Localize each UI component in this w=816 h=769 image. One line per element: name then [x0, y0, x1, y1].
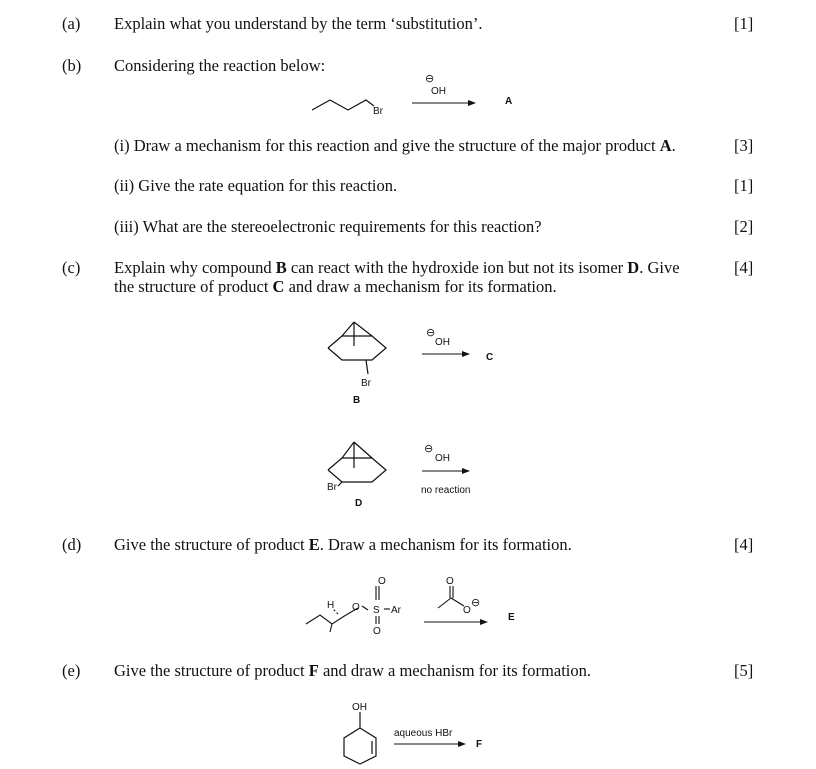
- sulfur-label: S: [373, 605, 380, 616]
- no-reaction-label: no reaction: [421, 485, 471, 496]
- sulfonyl-oxygen-bottom: O: [373, 626, 381, 637]
- acetate-charge: ⊖: [471, 597, 481, 609]
- compound-b-structure: [328, 322, 386, 374]
- label-d: (d): [62, 535, 82, 554]
- reaction-b-scheme: [300, 70, 530, 126]
- marks-b-iii: [2]: [734, 217, 754, 236]
- bromine-label-b: Br: [373, 106, 383, 117]
- reagent-hbr-label: aqueous HBr: [394, 728, 453, 739]
- reaction-arrowhead-e: [458, 741, 466, 747]
- aryl-label: Ar: [391, 605, 401, 616]
- question-c-line1: Explain why compound B can react with the hydroxide ion but not its isomer D. Give: [114, 258, 680, 277]
- compound-b-label: B: [353, 395, 361, 406]
- marks-b-i: [3]: [734, 136, 754, 155]
- acetate-structure: [438, 586, 464, 608]
- product-f-label: F: [476, 739, 483, 750]
- marks-a: [1]: [734, 14, 754, 33]
- product-a-label: A: [505, 96, 513, 107]
- question-b-intro: Considering the reaction below:: [114, 56, 326, 75]
- reaction-arrowhead-c2: [462, 468, 470, 474]
- marks-e: [5]: [734, 661, 754, 680]
- hydroxide-label-c1: OH: [435, 337, 450, 348]
- compound-d-structure: [328, 442, 386, 486]
- acetate-oxygen-carbonyl: O: [446, 576, 454, 587]
- oxygen-label: O: [352, 602, 360, 613]
- question-b-iii: (iii) What are the stereoelectronic requirements for this reaction?: [114, 217, 542, 236]
- label-a: (a): [62, 14, 81, 33]
- reaction-arrowhead-d: [480, 619, 488, 625]
- sulfonyl-oxygen-top: O: [378, 576, 386, 587]
- reaction-arrowhead-b: [468, 100, 476, 106]
- question-e-text: Give the structure of product F and draw a mechanism for its formation.: [114, 661, 591, 680]
- marks-d: [4]: [734, 535, 754, 554]
- acetate-oxygen-anion: O: [463, 605, 471, 616]
- reaction-arrowhead-c1: [462, 351, 470, 357]
- bromine-label-c-d: Br: [327, 482, 337, 493]
- label-e: (e): [62, 661, 81, 680]
- marks-c: [4]: [734, 258, 754, 277]
- hydroxide-charge-c2: ⊖: [424, 443, 434, 455]
- hydroxide-charge-c1: ⊖: [426, 327, 436, 339]
- hydroxide-label-b: OH: [431, 86, 446, 97]
- question-d-text: Give the structure of product E. Draw a mechanism for its formation.: [114, 535, 572, 554]
- hydrogen-label: H: [327, 600, 335, 611]
- hydroxide-label-c2: OH: [435, 453, 450, 464]
- question-a-text: Explain what you understand by the term ‘substitution’.: [114, 14, 483, 33]
- bromine-label-c-b: Br: [361, 378, 371, 389]
- question-c-line2: the structure of product C and draw a mechanism for its formation.: [114, 277, 557, 296]
- marks-b-ii: [1]: [734, 176, 754, 195]
- label-c: (c): [62, 258, 81, 277]
- reaction-d-scheme: [300, 572, 530, 642]
- cyclohexenol-structure: [344, 712, 376, 764]
- hydroxide-charge-b: ⊖: [425, 73, 435, 85]
- compound-d-label: D: [355, 498, 363, 509]
- reaction-c-scheme: [310, 312, 510, 512]
- hydroxyl-label: OH: [352, 702, 367, 713]
- question-b-i: (i) Draw a mechanism for this reaction and give the structure of the major product A.: [114, 136, 676, 155]
- bromopropane-skeleton: [312, 100, 374, 110]
- product-c-label: C: [486, 352, 494, 363]
- reaction-e-scheme: [330, 698, 500, 768]
- label-b: (b): [62, 56, 82, 75]
- product-e-label: E: [508, 612, 515, 623]
- question-b-ii: (ii) Give the rate equation for this reaction.: [114, 176, 398, 195]
